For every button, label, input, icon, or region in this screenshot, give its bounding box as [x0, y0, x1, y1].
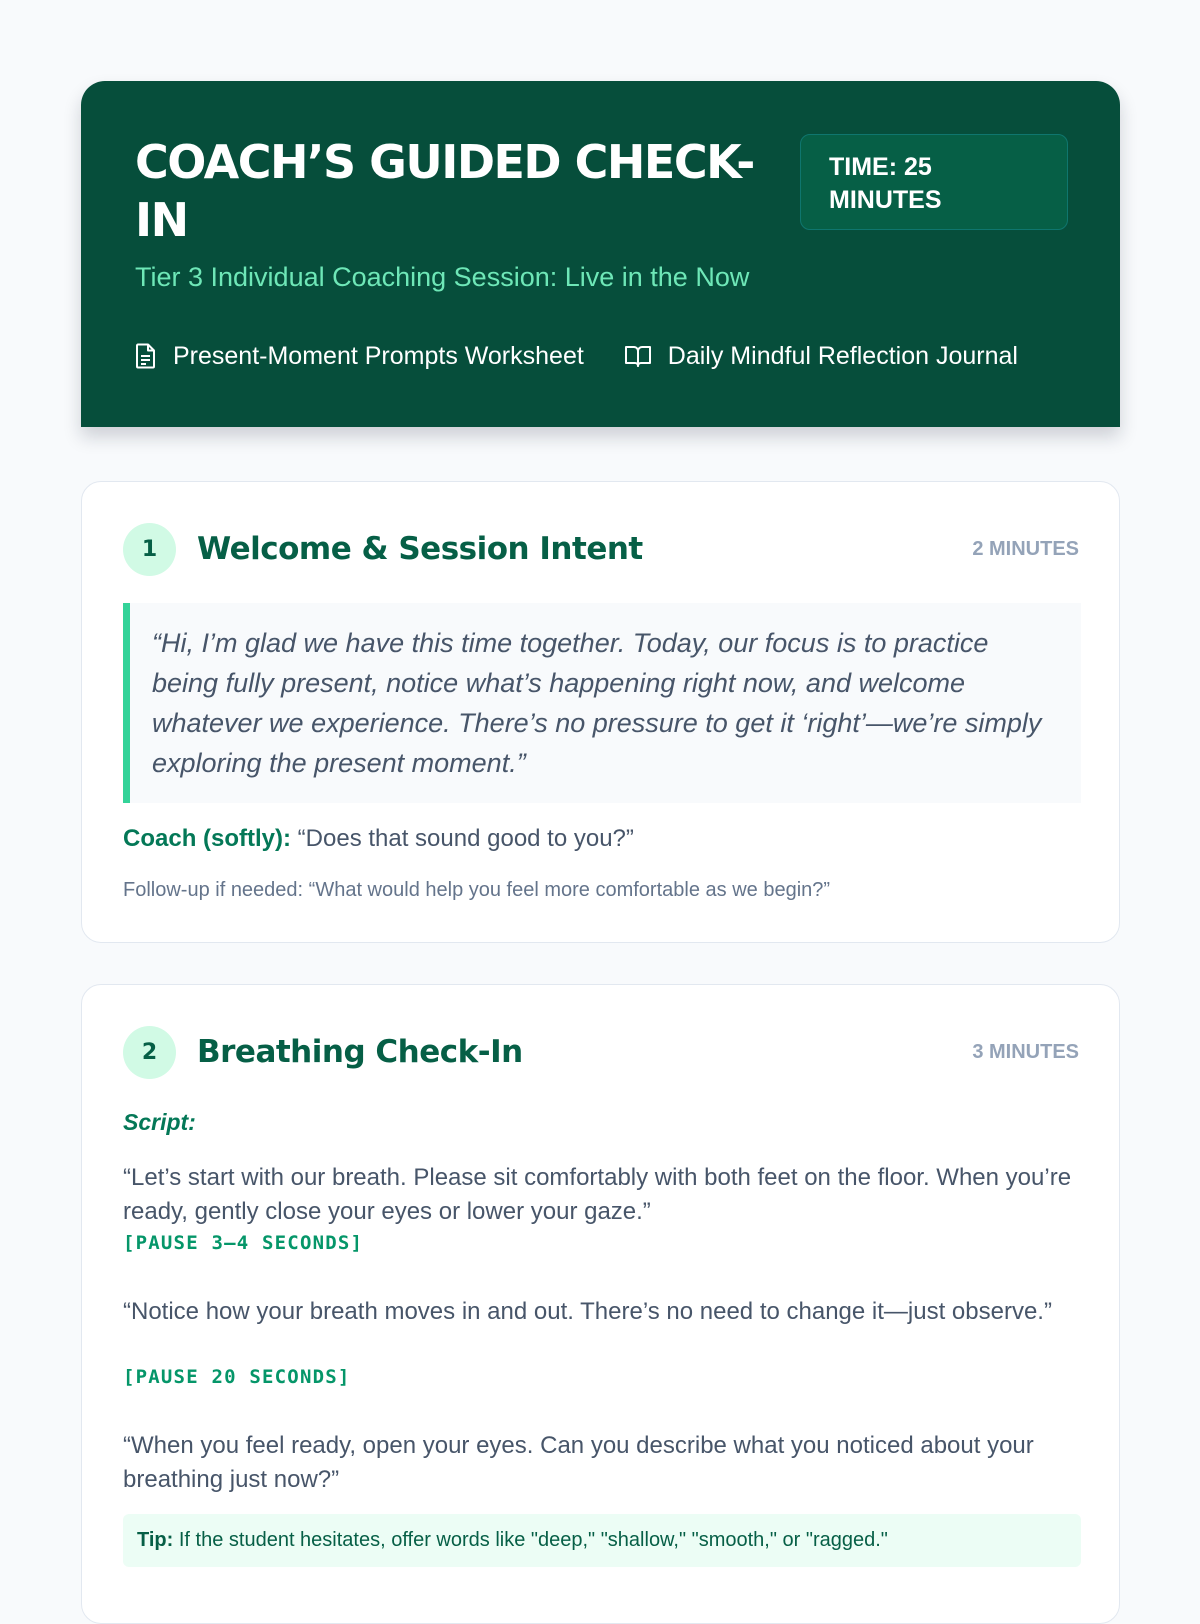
resource-label: Daily Mindful Reflection Journal — [667, 342, 1018, 370]
resource-label: Present-Moment Prompts Worksheet — [173, 342, 584, 370]
page-title: COACH’S GUIDED CHECK-IN — [135, 135, 754, 247]
step-title: Welcome & Session Intent — [197, 531, 643, 567]
tip-text: If the student hesitates, offer words like "deep," "shallow," "smooth," or "ragged." — [178, 1529, 888, 1551]
script-paragraph: “When you feel ready, open your eyes. Can you describe what you noticed about your breathing just now?” — [123, 1432, 1034, 1493]
document-icon — [135, 343, 157, 369]
step-card-welcome — [81, 481, 1120, 943]
coach-label: Coach (softly): — [123, 825, 291, 852]
step-number-badge: 1 — [123, 523, 176, 576]
open-book-icon — [624, 344, 652, 368]
session-header — [81, 81, 1120, 427]
step-number-badge: 2 — [123, 1026, 176, 1079]
step-card-breathing — [81, 984, 1120, 1624]
coach-prompt — [123, 823, 634, 855]
tip-box — [123, 1514, 1081, 1567]
script-paragraph: “Notice how your breath moves in and out. There’s no need to change it—just observe.” — [123, 1298, 1052, 1325]
step-title: Breathing Check-In — [197, 1034, 523, 1070]
step-duration: 3 MINUTES — [972, 1041, 1079, 1063]
followup-prompt: Follow-up if needed: “What would help you feel more comfortable as we begin?” — [123, 879, 831, 901]
coach-text: “Does that sound good to you?” — [297, 825, 634, 852]
welcome-quote: “Hi, I’m glad we have this time together. Today, our focus is to practice being fully present, notice what’s happening right now, and welcome whatever we experience. There’s no pressure to get it ‘right’—we’re simply exploring the present moment.” — [123, 603, 1081, 803]
resource-list — [135, 340, 1058, 372]
session-subtitle: Tier 3 Individual Coaching Session: Live in the Now — [135, 262, 750, 292]
tip-label: Tip: — [137, 1529, 174, 1551]
time-badge: TIME: 25 MINUTES — [800, 134, 1068, 230]
pause-cue: [PAUSE 3–4 SECONDS] — [123, 1232, 364, 1254]
script-label: Script: — [123, 1109, 196, 1135]
script-paragraph: “Let’s start with our breath. Please sit comfortably with both feet on the floor. When you’re ready, gently close your eyes or lower your gaze.” — [123, 1164, 1072, 1225]
resource-worksheet[interactable] — [135, 340, 584, 372]
resource-journal[interactable] — [624, 340, 1018, 372]
step-duration: 2 MINUTES — [972, 538, 1079, 560]
pause-cue: [PAUSE 20 SECONDS] — [123, 1366, 351, 1388]
